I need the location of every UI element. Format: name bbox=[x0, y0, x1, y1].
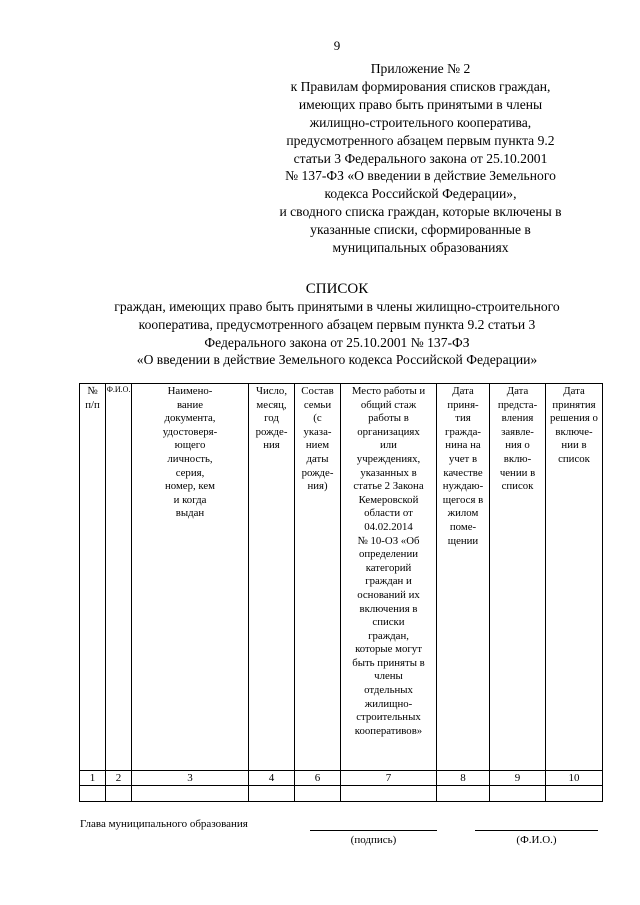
page-number: 9 bbox=[333, 38, 341, 53]
header-line: щении bbox=[447, 534, 479, 547]
appendix-line: Приложение № 2 bbox=[370, 61, 471, 76]
header-line: месяц, bbox=[256, 398, 287, 411]
header-line: Дата bbox=[506, 385, 529, 397]
header-line: предста- bbox=[497, 398, 538, 411]
name-caption: (Ф.И.О.) bbox=[516, 834, 557, 846]
appendix-line: жилищно-строительного кооператива, bbox=[309, 114, 532, 130]
table-cell bbox=[341, 786, 437, 802]
header-line: Наимено- bbox=[167, 385, 213, 397]
header-cell-family bbox=[295, 384, 341, 771]
header-line: определении bbox=[358, 548, 419, 561]
header-line: общий стаж bbox=[360, 398, 417, 411]
header-line: организациях bbox=[357, 425, 420, 438]
header-line: учет в bbox=[448, 452, 478, 465]
header-line: п/п bbox=[85, 398, 100, 411]
table-cell bbox=[295, 786, 341, 802]
header-line: чении в bbox=[499, 466, 536, 479]
header-line: оснований их bbox=[357, 588, 420, 601]
header-line: даты bbox=[306, 452, 329, 465]
appendix-line: статьи 3 Федерального закона от 25.10.2001 bbox=[293, 150, 548, 166]
signature-label: Глава муниципального образования bbox=[80, 818, 248, 830]
header-line: выдан bbox=[175, 507, 205, 520]
header-line: Место работы и bbox=[351, 385, 426, 397]
header-line: включения в bbox=[359, 602, 418, 615]
header-line: строительных bbox=[356, 711, 421, 724]
table-cell bbox=[437, 786, 490, 802]
header-line: граждан и bbox=[365, 575, 412, 588]
header-cell-fio bbox=[106, 384, 132, 771]
column-number-cell: 3 bbox=[132, 771, 249, 786]
header-line: личность, bbox=[167, 452, 213, 465]
header-line: Кемеровской bbox=[358, 493, 419, 506]
header-line: качестве bbox=[443, 466, 483, 479]
table-number-row bbox=[80, 771, 603, 786]
appendix-line: кодекса Российской Федерации», bbox=[324, 186, 517, 202]
header-line: которые могут bbox=[355, 643, 422, 656]
appendix-line: имеющих право быть принятыми в члены bbox=[298, 96, 543, 112]
header-line: Ф.И.О. bbox=[106, 385, 131, 394]
header-cell-birthdate bbox=[249, 384, 295, 771]
header-line: вклю- bbox=[503, 452, 532, 465]
header-line: статье 2 Закона bbox=[353, 480, 424, 493]
header-line: документа, bbox=[164, 412, 216, 425]
header-cell-number bbox=[80, 384, 106, 771]
header-line: отдельных bbox=[364, 684, 413, 697]
appendix-line: к Правилам формирования списков граждан, bbox=[290, 78, 551, 94]
column-number-cell: 7 bbox=[341, 771, 437, 786]
subtitle-line: Федерального закона от 25.10.2001 № 137-ФЗ bbox=[204, 334, 470, 350]
header-line: Число, bbox=[255, 385, 288, 397]
header-line: вления bbox=[501, 412, 534, 425]
appendix-line: № 137-ФЗ «О введении в действие Земельного bbox=[285, 168, 556, 184]
header-line: приня- bbox=[447, 398, 479, 411]
table-cell bbox=[80, 786, 106, 802]
header-line: работы в bbox=[368, 412, 409, 425]
table-header-row bbox=[80, 384, 603, 771]
header-line: Дата bbox=[452, 385, 474, 397]
header-line: № 10-ОЗ «Об bbox=[357, 534, 420, 547]
header-line: нуждаю- bbox=[442, 480, 484, 493]
column-number-cell: 9 bbox=[490, 771, 546, 786]
header-line: номер, кем bbox=[165, 480, 215, 493]
header-line: учреждениях, bbox=[356, 452, 421, 465]
header-line: (с bbox=[313, 412, 322, 425]
header-line: принятия bbox=[552, 398, 596, 411]
table-cell bbox=[249, 786, 295, 802]
header-line: вание bbox=[176, 398, 204, 411]
document-subtitle bbox=[60, 298, 614, 369]
header-line: Дата bbox=[563, 385, 585, 397]
header-line: списки bbox=[372, 616, 405, 629]
column-number-cell: 1 bbox=[80, 771, 106, 786]
header-cell-workplace bbox=[341, 384, 437, 771]
header-line: семьи bbox=[303, 398, 332, 411]
header-line: рожде- bbox=[301, 466, 334, 479]
table-cell bbox=[132, 786, 249, 802]
header-cell-application-date bbox=[490, 384, 546, 771]
header-line: граждан, bbox=[368, 629, 409, 642]
citizens-table bbox=[79, 383, 603, 802]
header-cell-document bbox=[132, 384, 249, 771]
header-line: области от bbox=[364, 507, 413, 520]
header-cell-registration-date bbox=[437, 384, 490, 771]
header-line: ния) bbox=[307, 480, 328, 493]
header-line: гражда- bbox=[445, 425, 481, 438]
header-line: жилом bbox=[447, 507, 479, 520]
subtitle-line: «О введении в действие Земельного кодекса Российской Федерации» bbox=[136, 352, 538, 368]
subtitle-line: кооператива, предусмотренного абзацем первым пункта 9.2 статьи 3 bbox=[138, 316, 536, 332]
header-line: поме- bbox=[449, 520, 477, 533]
header-line: 04.02.2014 bbox=[364, 520, 413, 533]
header-line: быть приняты в bbox=[352, 656, 425, 669]
header-line: тия bbox=[455, 412, 471, 425]
appendix-line: муниципальных образованиях bbox=[332, 240, 509, 256]
column-number-cell: 8 bbox=[437, 771, 490, 786]
table-empty-row bbox=[80, 786, 603, 802]
header-line: удостоверя- bbox=[162, 425, 218, 438]
header-line: заявле- bbox=[501, 425, 534, 438]
header-line: ния bbox=[263, 439, 280, 452]
header-line: серия, bbox=[175, 466, 205, 479]
header-line: нии в bbox=[561, 439, 587, 452]
header-line: члены bbox=[374, 670, 403, 683]
table-cell bbox=[546, 786, 603, 802]
header-line: жилищно- bbox=[364, 697, 413, 710]
signature-caption: (подпись) bbox=[350, 834, 397, 846]
header-cell-decision-date bbox=[546, 384, 603, 771]
subtitle-line: граждан, имеющих право быть принятыми в члены жилищно-строительного bbox=[114, 299, 560, 314]
header-line: категорий bbox=[365, 561, 412, 574]
appendix-line: предусмотренного абзацем первым пункта 9.2 bbox=[286, 132, 555, 148]
header-line: список bbox=[501, 480, 534, 493]
header-line: кооперативов» bbox=[354, 724, 423, 737]
header-line: нина на bbox=[445, 439, 481, 452]
appendix-line: указанные списки, сформированные в bbox=[310, 222, 531, 238]
header-line: № bbox=[87, 385, 98, 397]
header-line: Состав bbox=[301, 385, 334, 397]
table-cell bbox=[106, 786, 132, 802]
header-line: и когда bbox=[173, 493, 207, 506]
appendix-header bbox=[248, 60, 593, 257]
header-line: включе- bbox=[555, 425, 593, 438]
name-line bbox=[475, 830, 598, 831]
document-title: СПИСОК bbox=[305, 281, 369, 297]
column-number-cell: 10 bbox=[546, 771, 603, 786]
header-line: ющего bbox=[174, 439, 206, 452]
header-line: или bbox=[380, 439, 397, 452]
header-line: нием bbox=[305, 439, 330, 452]
header-line: год bbox=[264, 412, 279, 425]
column-number-cell: 6 bbox=[295, 771, 341, 786]
header-line: список bbox=[558, 452, 590, 465]
appendix-line: и сводного списка граждан, которые включены в bbox=[279, 204, 562, 220]
header-line: решения о bbox=[550, 412, 598, 425]
header-line: указа- bbox=[303, 425, 332, 438]
header-line: указанных в bbox=[360, 466, 417, 479]
header-line: рожде- bbox=[255, 425, 288, 438]
column-number-cell: 2 bbox=[106, 771, 132, 786]
table-cell bbox=[490, 786, 546, 802]
column-number-cell: 4 bbox=[249, 771, 295, 786]
header-line: ния о bbox=[505, 439, 530, 452]
header-line: щегося в bbox=[442, 493, 484, 506]
signature-line bbox=[310, 830, 437, 831]
